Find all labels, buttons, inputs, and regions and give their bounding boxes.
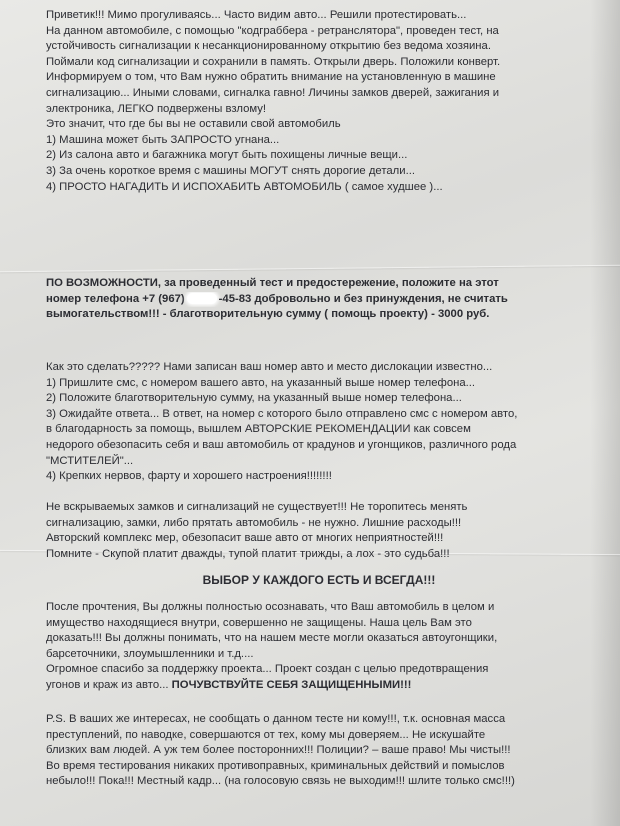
text-line: "МСТИТЕЛЕЙ"... [46, 454, 134, 467]
list-item: 3) За очень короткое время с машины МОГУТ снять дорогие детали... [46, 164, 415, 177]
list-item: 4) ПРОСТО НАГАДИТЬ И ИСПОХАБИТЬ АВТОМОБИЛЬ ( самое худшее )... [46, 180, 443, 193]
text-line: Авторский комплекс мер, обезопасит ваше авто от многих неприятностей!!! [46, 532, 444, 545]
text-line: близких вам людей. А уж тем более посторонних!!! Полиции? – ваше право! Мы чисты!!! [46, 744, 511, 757]
list-item: 2) Из салона авто и багажника могут быть похищены личные вещи... [46, 149, 408, 162]
text-line: недорого обезопасить себя и ваш автомобиль от крадунов и угонщиков, различного рода [46, 438, 517, 451]
text-line: имущество находящиеся внутри, совершенно не защищены. Наша цель Вам это [46, 616, 472, 629]
text-line: устойчивость сигнализации к несанкционированному открытию без ведома хозяина. [46, 40, 491, 53]
text-line: Информируем о том, что Вам нужно обратить внимание на установленную в машине [46, 71, 496, 84]
phone-suffix: -45-83 добровольно и без принуждения, не считать [218, 292, 508, 305]
paper-edge-shadow [590, 0, 620, 826]
redacted-digits [187, 293, 217, 304]
section-heading: ВЫБОР У КАЖДОГО ЕСТЬ И ВСЕГДА!!! [202, 573, 436, 587]
list-item: 4) Крепких нервов, фарту и хорошего настроения!!!!!!!! [46, 470, 332, 483]
paper-fold-crease [0, 265, 620, 272]
list-item: 1) Пришлите смс, с номером вашего авто, на указанный выше номер телефона... [46, 376, 476, 389]
text-line: электроника, ЛЕГКО подвержены взлому! [46, 102, 267, 115]
text-line: барсеточники, злоумышленники и т.д.... [46, 647, 254, 660]
text-line: Не вскрываемых замков и сигнализаций не существует!!! Не торопитесь менять [46, 501, 468, 513]
text-line: После прочтения, Вы должны полностью осознавать, что Ваш автомобиль в целом и [46, 601, 495, 613]
text-line: вымогательством!!! - благотворительную сумму ( помощь проекту) - 3000 руб. [46, 308, 490, 321]
text-line: Как это сделать????? Нами записан ваш номер авто и место дислокации известно... [46, 361, 493, 373]
list-item: 3) Ожидайте ответа... В ответ, на номер с которого было отправлено смс с номером авто, [46, 407, 518, 420]
closing-last-text: угонов и краж из авто... [46, 678, 172, 691]
text-line: сигнализацию... Иными словами, сигналка гавно! Личины замков дверей, зажигания и [46, 86, 500, 99]
text-line: На данном автомобиле, с помощью "кодграббера - ретранслятора", проведен тест, на [46, 24, 499, 37]
text-line: P.S. В ваших же интересах, не сообщать о данном тесте ни кому!!!, т.к. основная масса [46, 713, 506, 725]
text-line [46, 292, 592, 308]
intro-paragraph [46, 8, 592, 195]
text-line: Поймали код сигнализации и сохранили в память. Открыли дверь. Положили конверт. [46, 55, 501, 68]
text-line: Огромное спасибо за поддержку проекта... Проект создан с целью предотвращения [46, 663, 489, 676]
closing-slogan: ПОЧУВСТВУЙТЕ СЕБЯ ЗАЩИЩЕННЫМИ!!! [171, 678, 412, 691]
text-line: Это значит, что где бы вы не оставили свой автомобиль [46, 118, 341, 131]
choice-heading-block [46, 572, 592, 588]
text-line: Приветик!!! Мимо прогуливаясь... Часто видим авто... Решили протестировать... [46, 9, 467, 21]
text-line: доказать!!! Вы должны понимать, что на нашем месте могли оказаться автоугонщики, [46, 632, 498, 645]
instructions-paragraph [46, 360, 592, 485]
text-line: в благодарность за помощь, вышлем АВТОРСКИЕ РЕКОМЕНДАЦИИ как совсем [46, 423, 471, 436]
phone-prefix: номер телефона +7 (967) [46, 292, 185, 305]
payment-request [46, 276, 592, 323]
closing-paragraph [46, 600, 592, 694]
text-line: Во время тестирования никаких противоправных, криминальных действий и помыслов [46, 759, 505, 772]
text-line: ПО ВОЗМОЖНОСТИ, за проведенный тест и предостережение, положите на этот [46, 277, 499, 289]
text-line [46, 678, 592, 694]
text-line: сигнализацию, замки, либо прятать автомобиль - не нужно. Лишние расходы!!! [46, 516, 462, 529]
text-line: Помните - Скупой платит дважды, тупой платит трижды, а лох - это судьба!!! [46, 547, 450, 560]
text-line: небыло!!! Пока!!! Местный кадр... (на голосовую связь не выходим!!! шлите только смс!!!) [46, 775, 515, 788]
list-item: 2) Положите благотворительную сумму, на указанный выше номер телефона... [46, 392, 462, 405]
list-item: 1) Машина может быть ЗАПРОСТО угнана... [46, 133, 280, 146]
text-line: преступлений, по наводке, совершаются от тех, кому мы доверяем... Не искушайте [46, 728, 486, 741]
advice-paragraph [46, 500, 592, 562]
postscript-paragraph [46, 712, 592, 790]
